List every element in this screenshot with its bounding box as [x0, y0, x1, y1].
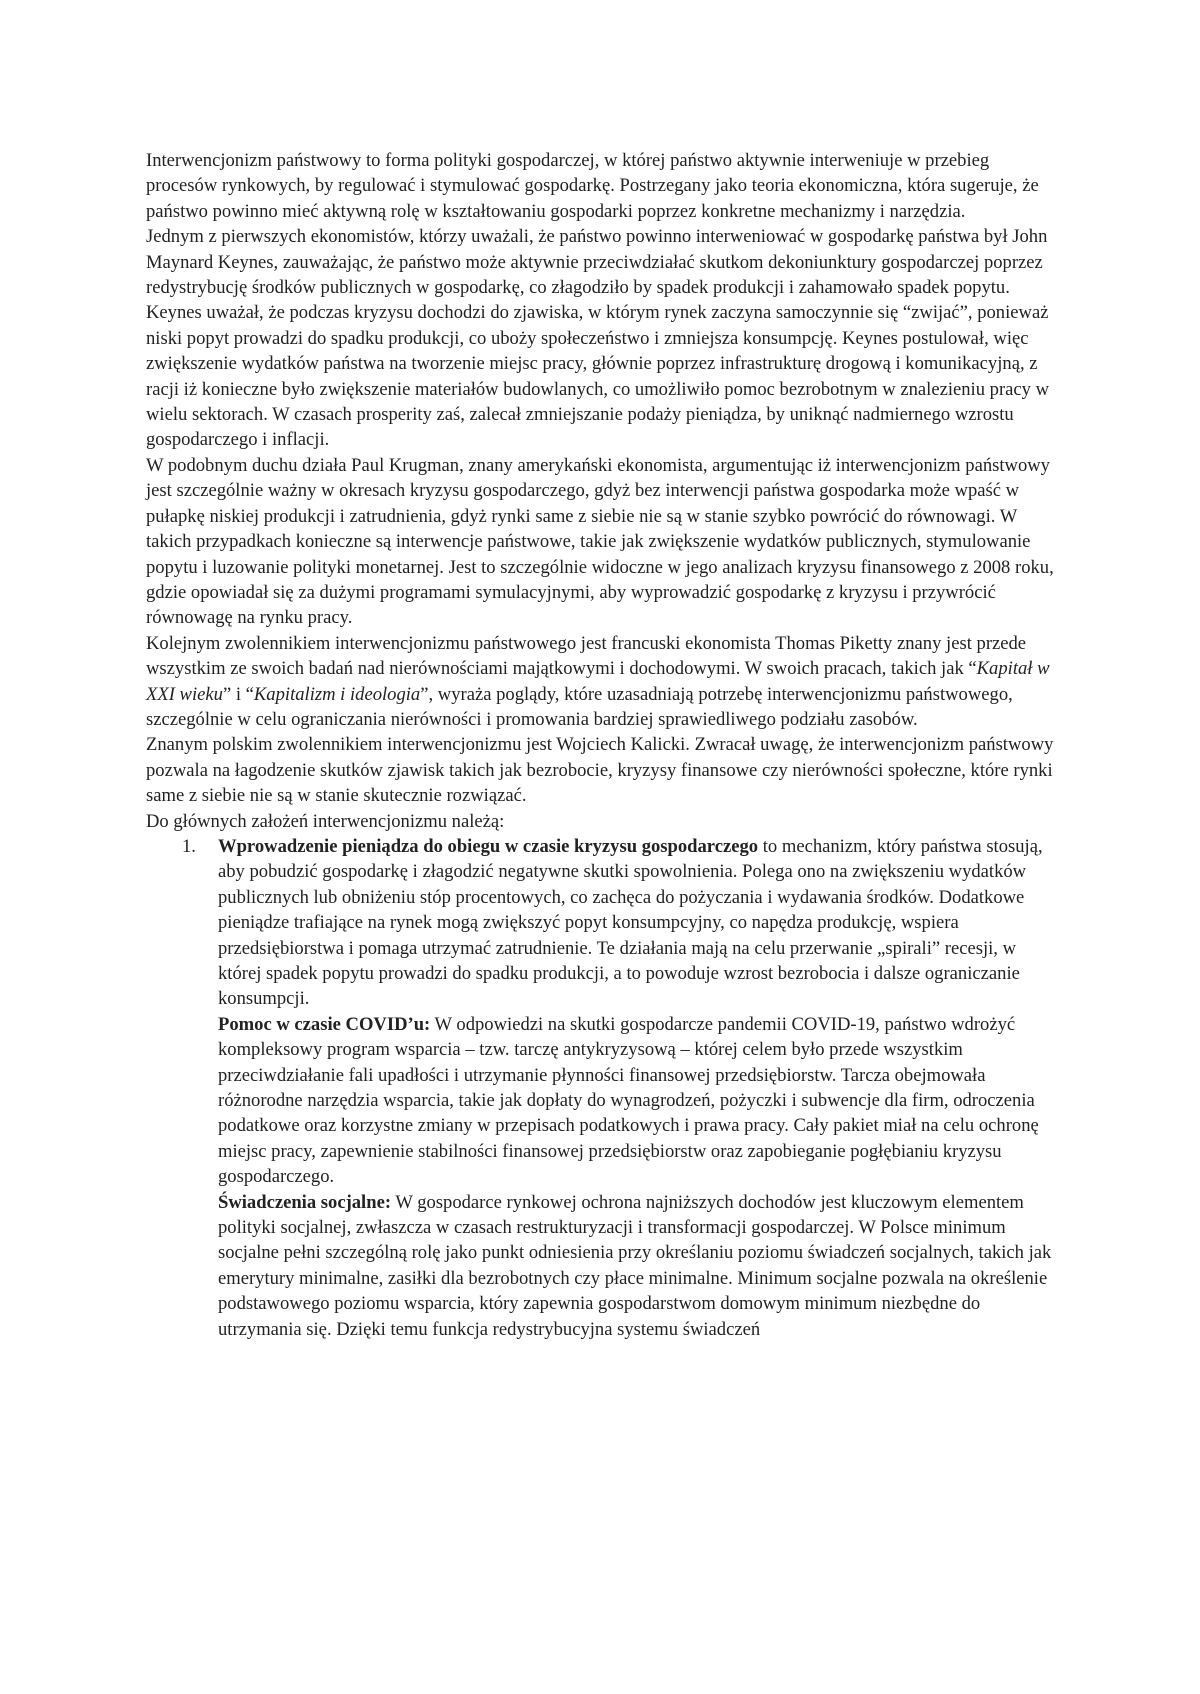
paragraph-krugman: W podobnym duchu działa Paul Krugman, znany amerykański ekonomista, argumentując iż interwencjonizm państwowy jest szczególnie ważny w okresach kryzysu gospodarczego, gdyż bez interwencji państwa gospodarka może wpaść w pułapkę niskiej produkcji i zatrudnienia, gdyż rynki same z siebie nie są w stanie szybko powrócić do równowagi. W takich przypadkach konieczne są interwencje państwowe, takie jak zwiększenie wydatków publicznych, stymulowanie popytu i luzowanie polityki monetarnej. Jest to szczególnie widoczne w jego analizach kryzysu finansowego z 2008 roku, gdzie opowiadał się za dużymi programami symulacyjnymi, aby wyprowadzić gospodarkę z kryzysu i przywrócić równowagę na rynku pracy. — [146, 454, 1054, 629]
book-title-capital: Kapitał w XXI wieku — [146, 658, 1050, 705]
paragraph-kalicki: Znanym polskim zwolennikiem interwencjonizmu jest Wojciech Kalicki. Zwracał uwagę, że interwencjonizm państwowy pozwala na łagodzenie skutków zjawisk takich jak bezrobocie, kryzysy finansowe czy nierówności społeczne, które rynki same z siebie nie są w stanie skutecznie rozwiązać. — [146, 734, 1054, 807]
covid-text: W odpowiedzi na skutki gospodarcze pandemii COVID-19, państwo wdrożyć kompleksowy program wsparcia – tzw. tarczę antykryzysową – której celem było przede wszystkim przeciwdziałanie fali upadłości i utrzymanie płynności finansowej przedsiębiorstw. Tarcza obejmowała różnorodne narzędzia wsparcia, takie jak dopłaty do wynagrodzeń, pożyczki i subwencje dla firm, odroczenia podatkowe oraz korzystne zmiany w przepisach podatkowych i prawa pracy. Cały pakiet miał na celu ochronę miejsc pracy, zapewnienie stabilności finansowej przedsiębiorstw oraz zapobieganie pogłębianiu kryzysu gospodarczego. — [218, 1013, 1039, 1188]
piketty-text-end: ”, wyraża poglądy, które uzasadniają potrzebę interwencjonizmu państwowego, szczególnie w celu ograniczania nierówności i promowania bardziej sprawiedliwego podziału zasobów. — [146, 683, 1013, 730]
list-item-covid — [218, 1012, 1062, 1190]
piketty-text-mid: ” i “ — [222, 683, 254, 705]
list-item-heading: Wprowadzenie pieniądza do obiegu w czasie kryzysu gospodarczego — [218, 835, 759, 857]
list-item — [146, 834, 1062, 1342]
paragraph-piketty — [146, 631, 1062, 733]
social-text: W gospodarce rynkowej ochrona najniższych dochodów jest kluczowym elementem polityki socjalnej, zwłaszcza w czasach restrukturyzacji i transformacji gospodarczej. W Polsce minimum socjalne pełni szczególną rolę jako punkt odniesienia przy określaniu poziomu świadczeń socjalnych, takich jak emerytury minimalne, zasiłki dla bezrobotnych czy płace minimalne. Minimum socjalne pozwala na określenie podstawowego poziomu wsparcia, który zapewnia gospodarstwom domowym minimum niezbędne do utrzymania się. Dzięki temu funkcja redystrybucyjna systemu świadczeń — [218, 1191, 1052, 1340]
paragraph-keynes: Jednym z pierwszych ekonomistów, którzy uważali, że państwo powinno interweniować w gospodarkę państwa był John Maynard Keynes, zauważając, że państwo może aktywnie przeciwdziałać skutkom dekoniunktury gospodarczej poprzez redystrybucję środków publicznych w gospodarkę, co złagodziło by spadek produkcji i zahamowało spadek popytu. Keynes uważał, że podczas kryzysu dochodzi do zjawiska, w którym rynek zaczyna samoczynnie się “zwijać”, ponieważ niski popyt prowadzi do spadku produkcji, co uboży społeczeństwo i zmniejsza konsumpcję. Keynes postulował, więc zwiększenie wydatków państwa na tworzenie miejsc pracy, głównie poprzez infrastrukturę drogową i komunikacyjną, z racji iż konieczne było zwiększenie materiałów budowlanych, co umożliwiło pomoc bezrobotnym w znalezieniu pracy w wielu sektorach. W czasach prosperity zaś, zalecał zmniejszanie podaży pieniądza, by uniknąć nadmiernego wzrostu gospodarczego i inflacji. — [146, 226, 1050, 451]
paragraph-assumptions-intro: Do głównych założeń interwencjonizmu należą: — [146, 810, 505, 832]
covid-heading: Pomoc w czasie COVID’u: — [218, 1013, 431, 1035]
list-number: 1. — [182, 835, 196, 857]
social-heading: Świadczenia socjalne: — [218, 1191, 392, 1213]
piketty-text-start: Kolejnym zwolennikiem interwencjonizmu państwowego jest francuski ekonomista Thomas Piketty znany jest przede wszystkim ze swoich badań nad nierównościami majątkowymi i dochodowymi. W swoich pracach, takich jak “ — [146, 632, 1027, 680]
list-item-social-benefits — [218, 1190, 1062, 1342]
list-item-text: to mechanizm, który państwa stosują, aby pobudzić gospodarkę i złagodzić negatywne skutki spowolnienia. Polega ono na zwiększeniu wydatków publicznych lub obniżeniu stóp procentowych, co zachęca do pożyczania i wydawania środków. Dodatkowe pieniądze trafiające na rynek mogą zwiększyć popyt konsumpcyjny, co napędza produkcję, wspiera przedsiębiorstwa i pomaga utrzymać zatrudnienie. Te działania mają na celu przerwanie „spirali” recesji, w której spadek popytu prowadzi do spadku produkcji, a to powoduje wzrost bezrobocia i dalsze ograniczanie konsumpcji. — [218, 835, 1043, 1010]
list-item-money-circulation — [218, 834, 1062, 1012]
paragraph-intro: Interwencjonizm państwowy to forma polityki gospodarczej, w której państwo aktywnie interweniuje w przebieg procesów rynkowych, by regulować i stymulować gospodarkę. Postrzegany jako teoria ekonomiczna, która sugeruje, że państwo powinno mieć aktywną rolę w kształtowaniu gospodarki poprzez konkretne mechanizmy i narzędzia. — [146, 150, 1039, 222]
book-title-ideology: Kapitalizm i ideologia — [253, 683, 421, 705]
assumptions-list — [146, 834, 1062, 1342]
